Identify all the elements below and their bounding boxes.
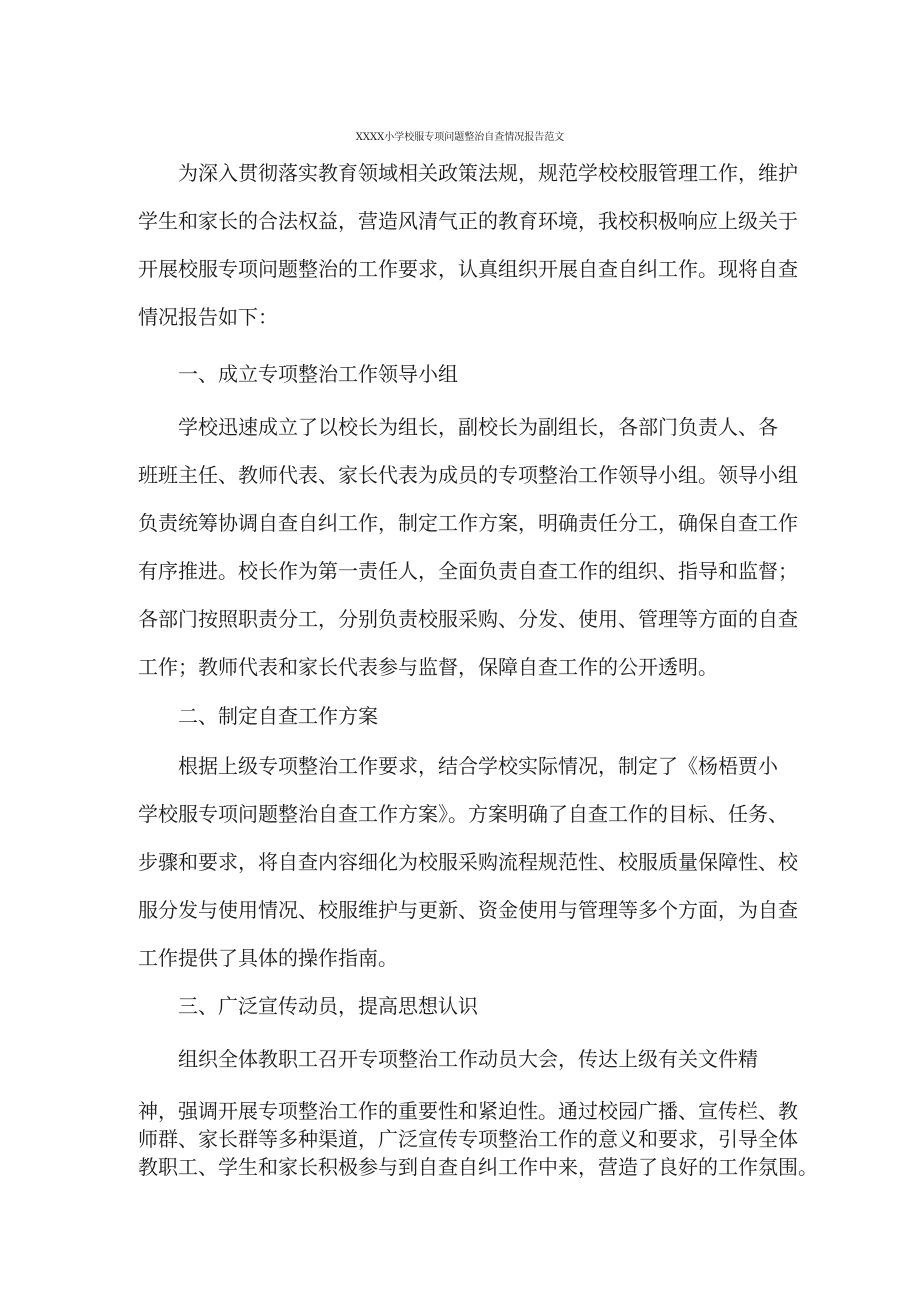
paragraph-line: 负责统筹协调自查自纠工作，制定工作方案，明确责任分工，确保自查工作 xyxy=(138,511,798,535)
paragraph-line: 工作提供了具体的操作指南。 xyxy=(138,946,398,970)
paragraph-line: 步骤和要求，将自查内容细化为校服采购流程规范性、校服质量保障性、校 xyxy=(138,850,798,874)
paragraph-line: 有序推进。校长作为第一责任人，全面负责自查工作的组织、指导和监督； xyxy=(138,559,798,583)
paragraph-line: 服分发与使用情况、校服维护与更新、资金使用与管理等多个方面，为自查 xyxy=(138,898,798,922)
paragraph-line: 组织全体教职工召开专项整治工作动员大会，传达上级有关文件精 xyxy=(178,1047,758,1071)
section-heading: 一、成立专项整治工作领导小组 xyxy=(178,362,458,386)
paragraph-line: 神，强调开展专项整治工作的重要性和紧迫性。通过校园广播、宣传栏、教 xyxy=(138,1099,798,1123)
paragraph-line: 学校迅速成立了以校长为组长，副校长为副组长，各部门负责人、各 xyxy=(178,415,778,439)
paragraph-line: 师群、家长群等多种渠道，广泛宣传专项整治工作的意义和要求，引导全体 xyxy=(138,1127,798,1151)
paragraph-line: 开展校服专项问题整治的工作要求，认真组织开展自查自纠工作。现将自查 xyxy=(138,257,798,281)
section-heading: 二、制定自查工作方案 xyxy=(178,704,378,728)
document-title: XXXX小学校服专项问题整治自查情况报告范文 xyxy=(355,132,565,143)
paragraph-line: 学生和家长的合法权益，营造风清气正的教育环境，我校积极响应上级关于 xyxy=(138,209,798,233)
paragraph-line: 教职工、学生和家长积极参与到自查自纠工作中来，营造了良好的工作氛围。 xyxy=(138,1155,818,1179)
paragraph-line: 学校服专项问题整治自查工作方案》。方案明确了自查工作的目标、任务、 xyxy=(138,802,788,826)
paragraph-line: 情况报告如下： xyxy=(138,305,278,329)
section-heading: 三、广泛宣传动员，提高思想认识 xyxy=(178,994,478,1018)
paragraph-line: 各部门按照职责分工，分别负责校服采购、分发、使用、管理等方面的自查 xyxy=(138,607,798,631)
paragraph-line: 工作；教师代表和家长代表参与监督，保障自查工作的公开透明。 xyxy=(138,655,718,679)
paragraph-line: 为深入贯彻落实教育领域相关政策法规，规范学校校服管理工作，维护 xyxy=(178,161,798,185)
paragraph-line: 班班主任、教师代表、家长代表为成员的专项整治工作领导小组。领导小组 xyxy=(138,463,798,487)
paragraph-line: 根据上级专项整治工作要求，结合学校实际情况，制定了《杨梧贾小 xyxy=(178,754,778,778)
